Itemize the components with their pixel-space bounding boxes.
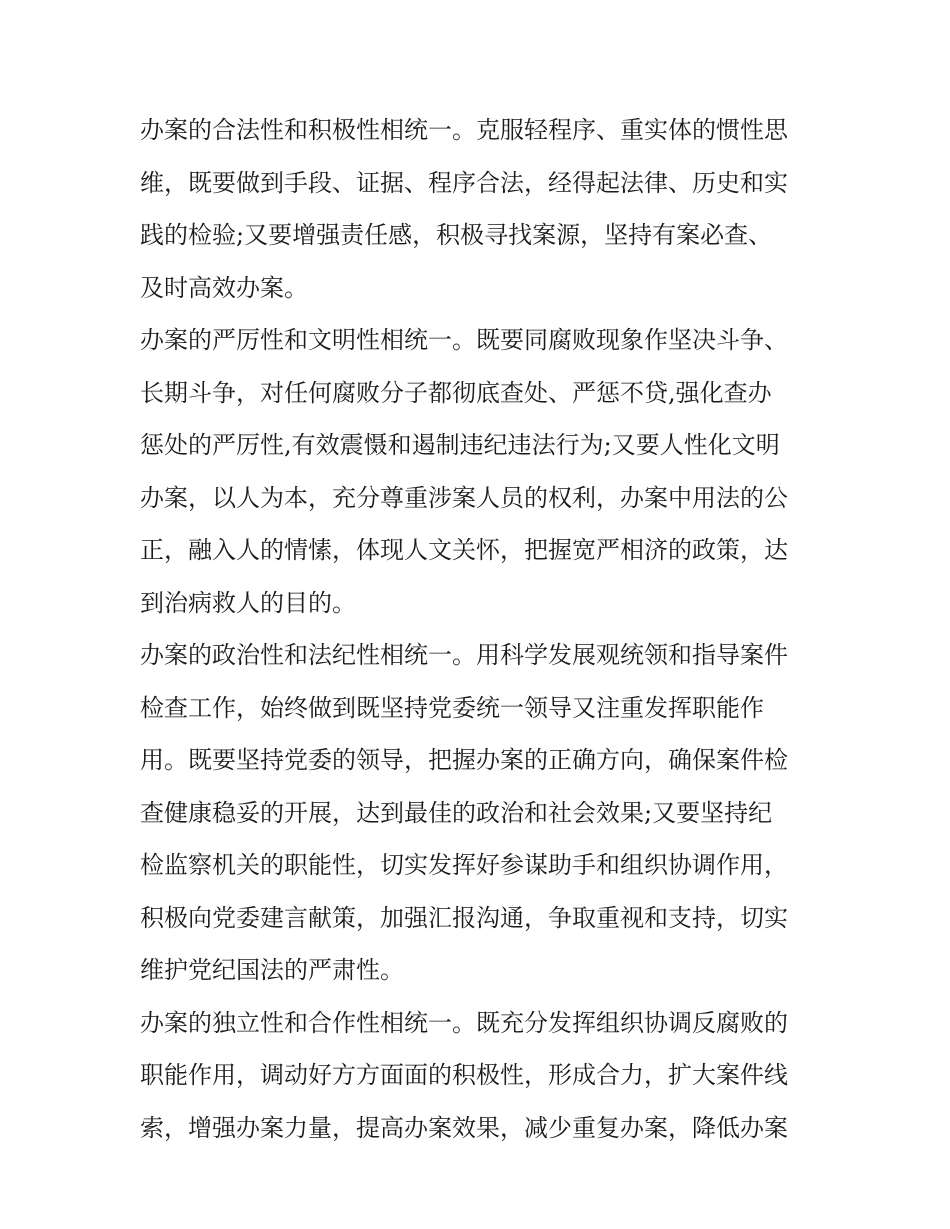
text-line: 检监察机关的职能性，切实发挥好参谋助手和组织协调作用， [140, 851, 788, 879]
document-body [140, 104, 820, 1154]
paragraph-legality-initiative [140, 104, 820, 314]
text-line: 长期斗争，对任何腐败分子都彻底查处、严惩不贷,强化查办 [140, 378, 772, 407]
paragraph-political-discipline [140, 629, 820, 997]
text-line: 惩处的严厉性,有效震慑和遏制违纪违法行为;又要人性化文明 [140, 431, 780, 459]
paragraph-independence-cooperation [140, 997, 820, 1155]
text-line: 到治病救人的目的。 [140, 588, 356, 617]
text-line: 践的检验;又要增强责任感，积极寻找案源，坚持有案必查、 [140, 221, 773, 249]
text-line: 维护党纪国法的严肃性。 [140, 956, 404, 984]
text-line: 正，融入人的情愫，体现人文关怀，把握宽严相济的政策，达 [140, 536, 788, 564]
text-line: 查健康稳妥的开展，达到最佳的政治和社会效果;又要坚持纪 [140, 798, 773, 827]
text-line: 积极向党委建言献策，加强汇报沟通，争取重视和支持，切实 [140, 903, 788, 932]
text-line: 索，增强办案力量，提高办案效果，减少重复办案，降低办案 [140, 1113, 788, 1142]
text-line: 用。既要坚持党委的领导，把握办案的正确方向，确保案件检 [140, 746, 788, 774]
text-line: 及时高效办案。 [140, 273, 308, 302]
text-line: 职能作用，调动好方方面面的积极性，形成合力，扩大案件线 [140, 1061, 788, 1089]
text-line: 办案的严厉性和文明性相统一。既要同腐败现象作坚决斗争、 [140, 326, 788, 354]
text-line: 维，既要做到手段、证据、程序合法，经得起法律、历史和实 [140, 168, 788, 197]
text-line: 办案的政治性和法纪性相统一。用科学发展观统领和指导案件 [140, 641, 788, 669]
text-line: 检查工作，始终做到既坚持党委统一领导又注重发挥职能作 [140, 693, 764, 722]
paragraph-strictness-civility [140, 314, 820, 629]
text-line: 办案，以人为本，充分尊重涉案人员的权利，办案中用法的公 [140, 483, 788, 512]
text-line: 办案的合法性和积极性相统一。克服轻程序、重实体的惯性思 [140, 116, 788, 144]
text-line: 办案的独立性和合作性相统一。既充分发挥组织协调反腐败的 [140, 1008, 788, 1037]
